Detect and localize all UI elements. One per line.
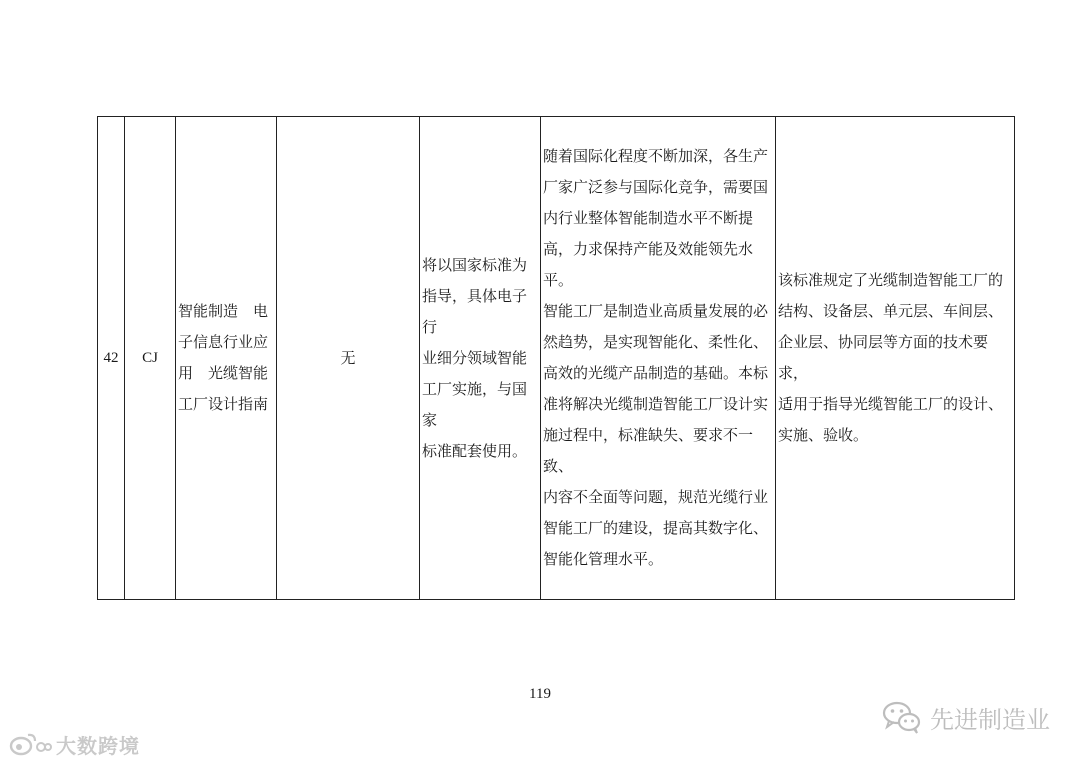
row-number-cell: 42 — [98, 117, 125, 600]
watermark-left-text: 大数跨境 — [56, 733, 140, 758]
standard-name-line: 子信息行业应 — [178, 333, 269, 351]
standard-name-line: 智能制造 电 — [178, 302, 269, 320]
purpose-line: 随着国际化程度不断加深，各生产 — [543, 147, 769, 165]
purpose-line: 内容不全面等问题，规范光缆行业 — [543, 488, 769, 506]
relation-line: 标准配套使用。 — [422, 441, 528, 460]
watermark-right — [882, 697, 1050, 737]
purpose-line: 厂家广泛参与国际化竞争，需要国 — [543, 178, 769, 196]
relation-line: 将以国家标准为 — [422, 255, 528, 274]
purpose-line: 智能工厂是制造业高质量发展的必 — [543, 302, 769, 320]
page-number: 119 — [529, 686, 551, 702]
purpose-line: 智能工厂的建设，提高其数字化、 — [543, 519, 769, 537]
purpose-cell — [541, 117, 776, 600]
purpose-line: 然趋势，是实现智能化、柔性化、 — [543, 333, 769, 351]
previous-standard-cell: 无 — [277, 117, 420, 600]
purpose-line: 内行业整体智能制造水平不断提 — [543, 209, 754, 227]
scope-line: 该标准规定了光缆制造智能工厂的 — [778, 271, 1004, 289]
purpose-line: 准将解决光缆制造智能工厂设计实 — [543, 395, 769, 413]
purpose-line: 高，力求保持产能及效能领先水平。 — [543, 240, 754, 289]
scope-line: 企业层、协同层等方面的技术要求， — [778, 333, 989, 382]
watermark-left — [8, 728, 140, 760]
wechat-logo-icon — [882, 700, 922, 734]
category-code-cell: CJ — [125, 117, 176, 600]
standard-name-line: 工厂设计指南 — [178, 395, 269, 413]
scope-line: 适用于指导光缆智能工厂的设计、 — [778, 395, 1004, 413]
scope-line: 结构、设备层、单元层、车间层、 — [778, 302, 1004, 320]
standard-name-line: 用 光缆智能 — [178, 364, 269, 382]
watermark-right-text: 先进制造业 — [930, 705, 1050, 734]
relation-line: 业细分领域智能 — [422, 348, 528, 367]
purpose-line: 智能化管理水平。 — [543, 550, 664, 568]
relation-line: 指导，具体电子行 — [422, 286, 528, 336]
standard-name-cell — [176, 117, 277, 600]
relation-cell — [420, 117, 541, 600]
scope-cell — [776, 117, 1015, 600]
purpose-line: 高效的光缆产品制造的基础。本标 — [543, 364, 769, 382]
purpose-line: 施过程中，标准缺失、要求不一致、 — [543, 426, 754, 475]
scope-line: 实施、验收。 — [778, 426, 869, 444]
table-row — [98, 117, 1015, 600]
weibo-logo-icon — [8, 731, 52, 757]
relation-line: 工厂实施，与国家 — [422, 379, 528, 429]
standards-table — [97, 116, 1015, 600]
